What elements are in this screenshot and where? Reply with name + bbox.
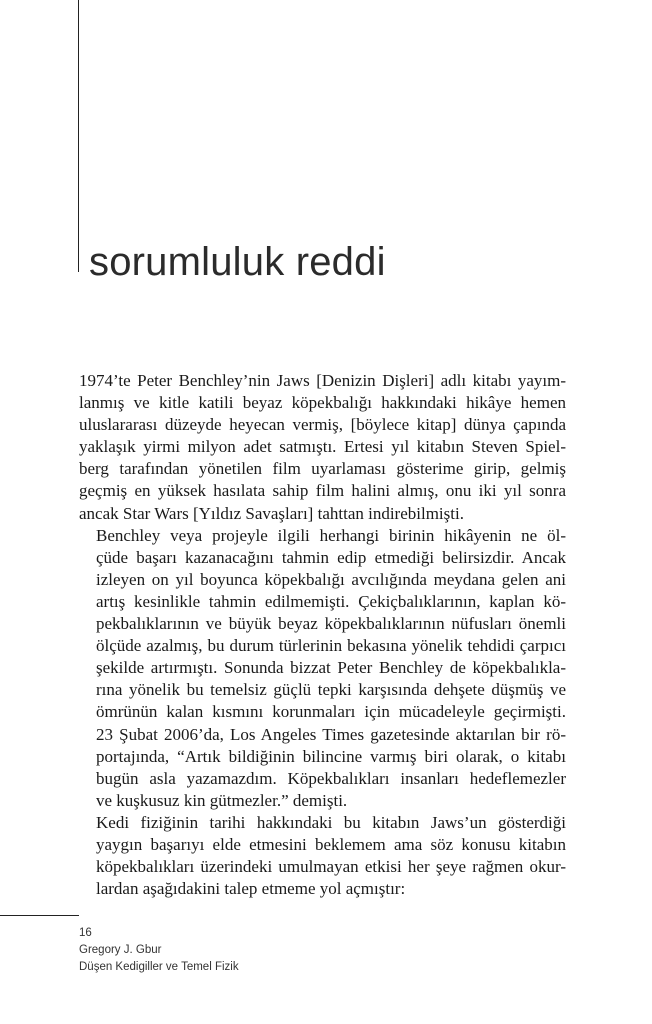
text-line: şekilde artırmıştı. Sonunda bizzat Peter Benchley de köpekbalıkla-: [96, 658, 566, 678]
text-line: lardan aşağıdakini talep etmeme yol açmıştır:: [96, 879, 406, 899]
text-line: portajında, “Artık bildiğinin bilincine varmış biri olarak, o kitabı: [96, 746, 566, 766]
text-line: Kedi fiziğinin tarihi hakkındaki bu kitabın Jaws’un gösterdiği: [96, 812, 566, 832]
body-text: [79, 370, 566, 900]
vertical-rule: [78, 0, 79, 272]
text-line: yaygın başarıyı elde etmesini beklemem ama söz konusu kitabın: [96, 834, 566, 854]
text-line: yaklaşık yirmi milyon adet satmıştı. Ertesi yıl kitabın Steven Spiel-: [79, 437, 566, 457]
paragraph-1: [79, 370, 566, 525]
page-number: 16: [79, 927, 92, 939]
paragraph-2: [79, 525, 566, 812]
chapter-title: sorumluluk reddi: [89, 240, 386, 284]
text-line: uluslararası düzeyde heyecan vermiş, [böylece kitap] dünya çapında: [79, 415, 566, 435]
text-line: Benchley veya projeyle ilgili herhangi birinin hikâyenin ne öl-: [96, 525, 566, 545]
text-line: lanmış ve kitle katili beyaz köpekbalığı hakkındaki hikâye hemen: [79, 393, 566, 413]
page-footer: [79, 925, 239, 976]
paragraph-3: [79, 812, 566, 900]
text-line: ölçüde azalmış, bu durum türlerinin bekasına yönelik tehdidi çarpıcı: [96, 636, 566, 656]
footer-rule: [0, 915, 79, 916]
text-line: rına yönelik bu temelsiz güçlü tepki karşısında dehşete düşmüş ve: [96, 680, 566, 700]
text-line: berg tarafından yönetilen film uyarlaması gösterime girip, gelmiş: [79, 459, 566, 479]
book-title: Düşen Kedigiller ve Temel Fizik: [79, 961, 239, 973]
text-line: bugün asla yazamazdım. Köpekbalıkları insanları hedeflemezler: [96, 768, 566, 788]
text-line: 23 Şubat 2006’da, Los Angeles Times gazetesinde aktarılan bir rö-: [96, 724, 566, 744]
text-line: ömrünün kalan kısmını korunmaları için mücadeleyle geçirmişti.: [96, 702, 566, 722]
text-line: köpekbalıkları üzerindeki umulmayan etkisi her şeye rağmen okur-: [96, 857, 566, 877]
author-name: Gregory J. Gbur: [79, 944, 162, 956]
text-line: pekbalıklarının ve büyük beyaz köpekbalıklarının nüfusları önemli: [96, 614, 566, 634]
text-line: artış kesinlikle tahmin edilmemişti. Çekiçbalıklarının, kaplan kö-: [96, 591, 566, 611]
text-line: geçmiş en yüksek hasılata sahip film halini almış, onu iki yıl sonra: [79, 481, 566, 501]
text-line: çüde başarı kazanacağını tahmin edip etmediği belirsizdir. Ancak: [96, 547, 566, 567]
text-line: 1974’te Peter Benchley’nin Jaws [Denizin Dişleri] adlı kitabı yayım-: [79, 371, 566, 390]
text-line: ve kuşkusuz kin gütmezler.” demişti.: [96, 790, 348, 810]
text-line: ancak Star Wars [Yıldız Savaşları] tahttan indirebilmişti.: [79, 503, 464, 523]
text-line: izleyen on yıl boyunca köpekbalığı avcılığında meydana gelen ani: [96, 569, 566, 589]
